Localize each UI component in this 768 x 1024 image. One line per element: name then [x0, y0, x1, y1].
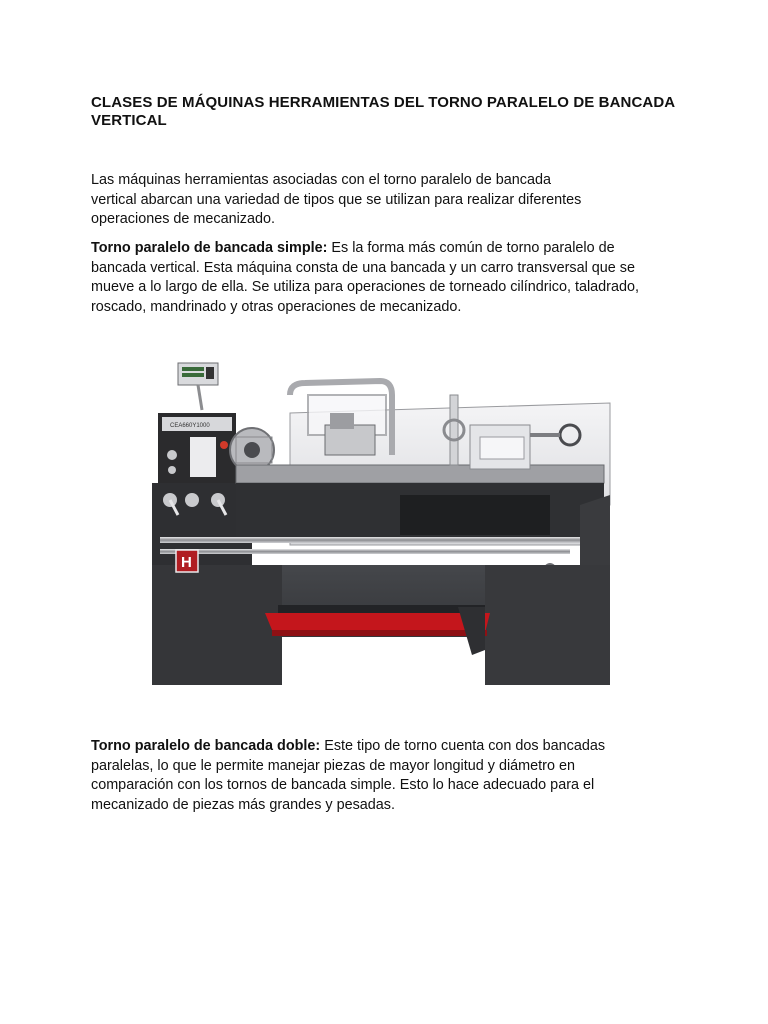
double-line: mecanizado de piezas más grandes y pesadas.	[91, 796, 395, 813]
intro-line: operaciones de mecanizado.	[91, 211, 276, 227]
lathe-photo	[140, 355, 632, 697]
simple-line: bancada vertical. Esta máquina consta de una bancada y un carro transversal que se	[91, 259, 635, 276]
intro-paragraph	[91, 171, 691, 230]
simple-first-line	[91, 239, 691, 259]
lathe-illustration	[140, 355, 632, 697]
double-first-line	[91, 737, 691, 757]
intro-line: Las máquinas herramientas asociadas con el torno paralelo de bancada	[91, 172, 551, 188]
double-line: paralelas, lo que le permite manejar piezas de mayor longitud y diámetro en	[91, 757, 575, 774]
document-title	[91, 94, 691, 130]
simple-term: Torno paralelo de bancada simple:	[91, 240, 328, 256]
simple-first-line-text: Es la forma más común de torno paralelo de	[327, 240, 615, 256]
logo-letter: H	[181, 554, 192, 571]
double-term: Torno paralelo de bancada doble:	[91, 738, 321, 754]
simple-line: roscado, mandrinado y otras operaciones de mecanizado.	[91, 298, 462, 315]
intro-line: vertical abarcan una variedad de tipos que se utilizan para realizar diferentes	[91, 191, 582, 208]
title-line: VERTICAL	[91, 112, 167, 129]
double-lathe-paragraph	[91, 737, 691, 815]
model-plate-text: CEA660Y1000	[170, 423, 210, 429]
title-line: CLASES DE MÁQUINAS HERRAMIENTAS DEL TORNO PARALELO DE BANCADA	[91, 94, 676, 111]
simple-lathe-paragraph	[91, 239, 691, 317]
double-line: comparación con los tornos de bancada simple. Esto lo hace adecuado para el	[91, 777, 595, 793]
simple-line: mueve a lo largo de ella. Se utiliza para operaciones de torneado cilíndrico, taladrado,	[91, 279, 639, 295]
double-first-line-text: Este tipo de torno cuenta con dos bancadas	[320, 738, 606, 754]
